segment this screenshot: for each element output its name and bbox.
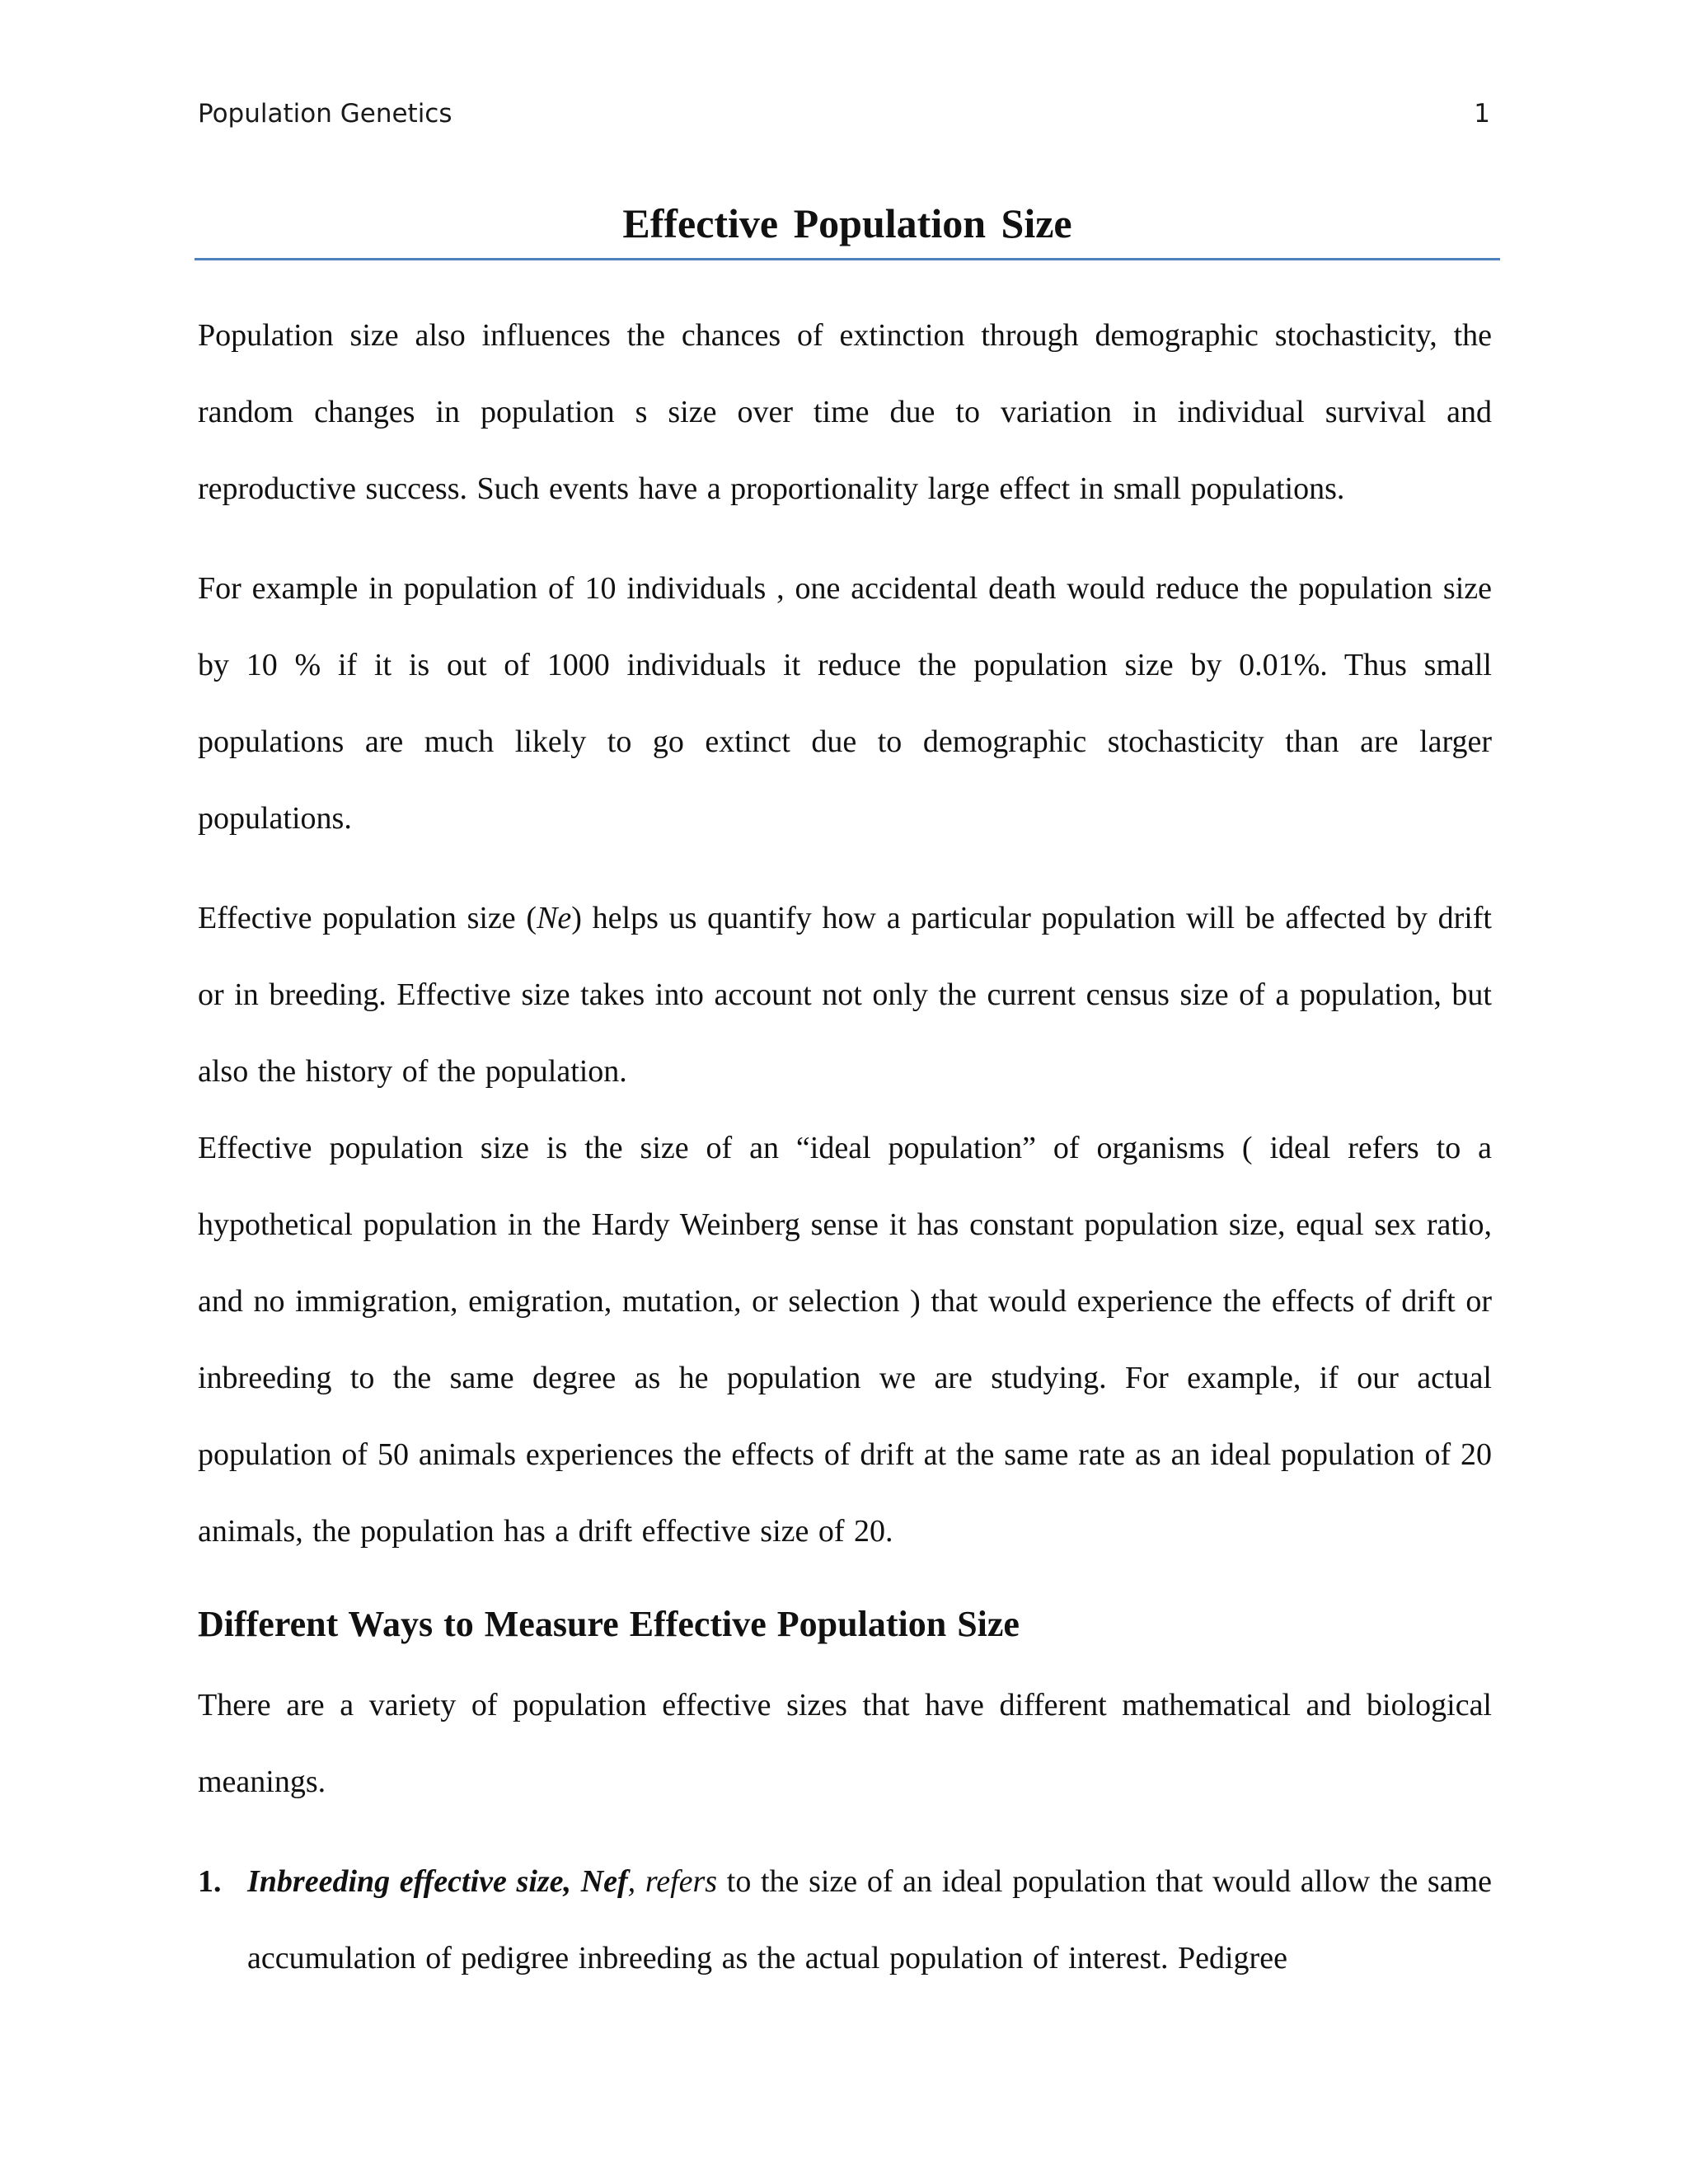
paragraph-ideal-population: Effective population size is the size of an “ideal population” of organisms ( ideal refers to a hypothetical population in the Hardy Weinberg sense it has constant population size, equal sex ratio, and no immigration, emigration, mutation, or selection ) that would experience the effects of drift or inbreeding to the same degree as he population we are studying. For example, if our actual population of 50 animals experiences the effects of drift at the same rate as an ideal population of 20 animals, the population has a drift effective size of 20. xyxy=(198,1131,1492,1549)
measure-list xyxy=(198,1844,1492,1997)
document-title: Effective Population Size xyxy=(622,200,1072,246)
title-underline xyxy=(195,258,1500,260)
section-intro: There are a variety of population effective sizes that have different mathematical and biological meanings. xyxy=(198,1688,1492,1799)
section-heading: Different Ways to Measure Effective Population Size xyxy=(198,1604,1020,1644)
list-item-refers: refers xyxy=(645,1864,718,1899)
running-head-title: Population Genetics xyxy=(198,99,452,129)
ne-text-after: ) helps us quantify how a particular population will be affected by drift or in breeding. Effective size takes into account not only the current census size of a population, but also the history of the population. xyxy=(198,901,1492,1089)
page-number: 1 xyxy=(1474,99,1490,129)
running-head xyxy=(198,99,1490,129)
ne-text-before: Effective population size ( xyxy=(198,901,537,935)
list-item-number: 1. xyxy=(198,1864,222,1899)
list-item-term: Inbreeding effective size, Nef xyxy=(247,1864,628,1899)
list-item-text: to the size of an ideal population that would allow the same accumulation of pedigree inbreeding as the actual population of interest. Pedigree xyxy=(247,1864,1492,1975)
paragraph-ne-definition xyxy=(198,880,1492,1110)
paragraph-example: For example in population of 10 individuals , one accidental death would reduce the population size by 10 % if it is out of 1000 individuals it reduce the population size by 0.01%. Thus small populations are much likely to go extinct due to demographic stochasticity than are larger populations. xyxy=(198,571,1492,836)
ne-term: Ne xyxy=(537,901,572,935)
list-item-comma: , xyxy=(627,1864,636,1899)
paragraph-demographic-stochasticity: Population size also influences the chances of extinction through demographic stochasticity, the random changes in population s size over time due to variation in individual survival and reproductive success. Such events have a proportionality large effect in small populations. xyxy=(198,318,1492,506)
list-item xyxy=(198,1844,1492,1997)
document-body xyxy=(198,298,1492,1997)
